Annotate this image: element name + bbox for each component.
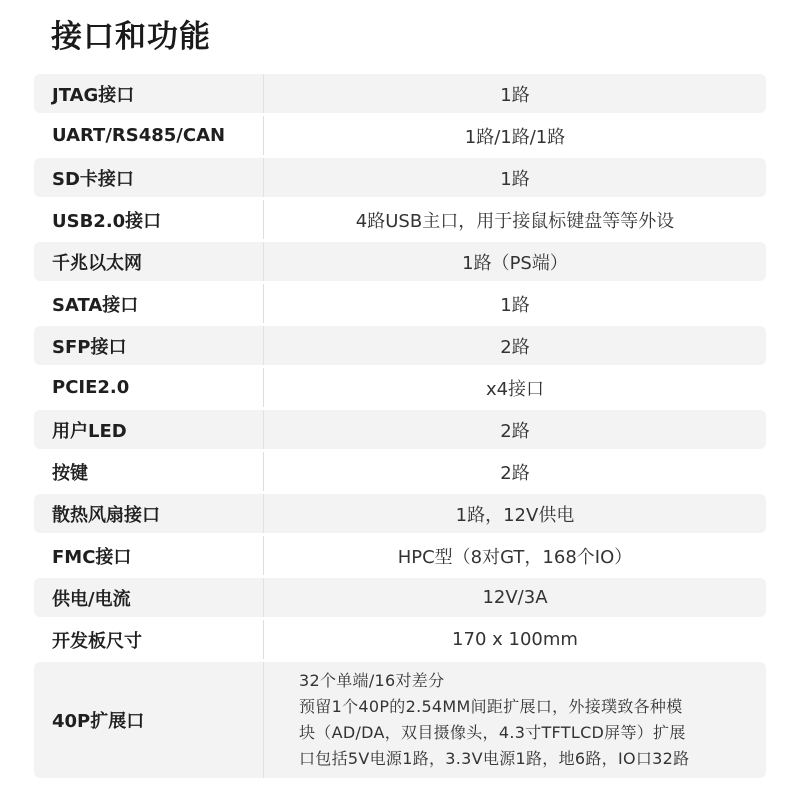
row-label: 40P扩展口	[34, 662, 264, 778]
table-row	[34, 620, 766, 659]
table-row	[34, 368, 766, 407]
table-row	[34, 242, 766, 281]
row-value: 1路（PS端）	[462, 252, 568, 274]
row-label: PCIE2.0	[34, 368, 264, 407]
row-value: 1路/1路/1路	[464, 126, 566, 148]
row-value-line: 32个单端/16对差分	[299, 671, 445, 690]
table-row	[34, 494, 766, 533]
page-title: 接口和功能	[51, 19, 211, 55]
spec-table	[34, 74, 766, 778]
row-label: JTAG接口	[34, 74, 264, 113]
table-row	[34, 452, 766, 491]
row-label: 千兆以太网	[34, 242, 264, 281]
table-row	[34, 74, 766, 113]
table-row	[34, 662, 766, 778]
row-value: x4接口	[485, 378, 545, 400]
row-label: 散热风扇接口	[34, 494, 264, 533]
table-row	[34, 326, 766, 365]
table-row	[34, 116, 766, 155]
table-row	[34, 200, 766, 239]
row-value: 2路	[500, 336, 530, 358]
row-value: 12V/3A	[482, 587, 548, 608]
table-row	[34, 158, 766, 197]
row-label: SATA接口	[34, 284, 264, 323]
row-value: 2路	[500, 462, 530, 484]
row-label: 开发板尺寸	[34, 620, 264, 659]
row-value-line: 预留1个40P的2.54MM间距扩展口，外接璞致各种模	[299, 697, 683, 716]
table-row	[34, 578, 766, 617]
row-label: 供电/电流	[34, 578, 264, 617]
row-label: FMC接口	[34, 536, 264, 575]
row-value: 1路	[500, 294, 530, 316]
row-label: 用户LED	[34, 410, 264, 449]
row-value: 1路	[500, 168, 530, 190]
row-value: HPC型（8对GT，168个IO）	[397, 546, 633, 568]
row-value	[264, 662, 766, 778]
row-value: 170 x 100mm	[452, 629, 578, 650]
table-row	[34, 284, 766, 323]
row-value: 1路，12V供电	[455, 504, 575, 526]
table-row	[34, 536, 766, 575]
row-label: SFP接口	[34, 326, 264, 365]
row-value-line: 块（AD/DA，双目摄像头，4.3寸TFTLCD屏等）扩展	[299, 723, 686, 742]
row-value-lines	[299, 668, 689, 772]
table-row	[34, 410, 766, 449]
row-label: 按键	[34, 452, 264, 491]
row-label: SD卡接口	[34, 158, 264, 197]
row-value: 2路	[500, 420, 530, 442]
row-value-line: 口包括5V电源1路，3.3V电源1路，地6路，IO口32路	[299, 749, 690, 768]
row-value: 4路USB主口，用于接鼠标键盘等等外设	[355, 210, 675, 232]
row-label: USB2.0接口	[34, 200, 264, 239]
row-value: 1路	[500, 84, 530, 106]
row-label: UART/RS485/CAN	[34, 116, 264, 155]
